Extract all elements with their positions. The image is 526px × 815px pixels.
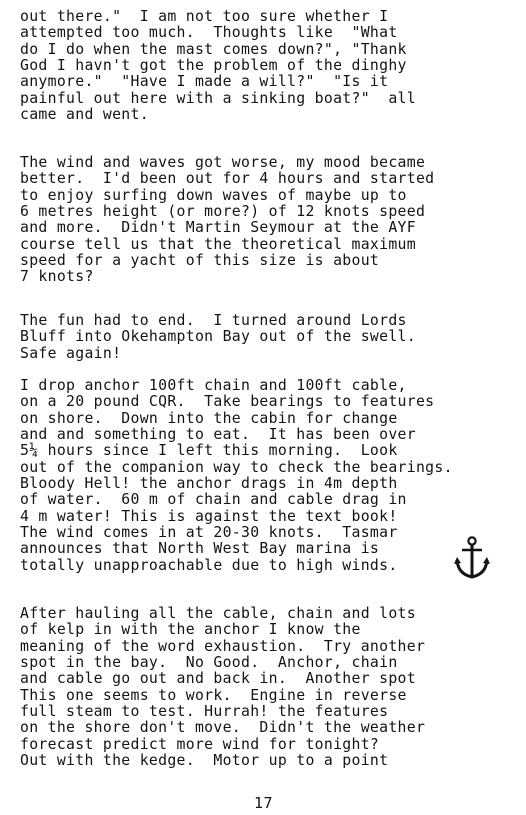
text-line: Out with the kedge. Motor up to a point — [20, 752, 389, 770]
text-line: do I do when the mast comes down?", "Thank — [20, 40, 407, 58]
text-line: speed for a yacht of this size is about — [20, 252, 380, 270]
text-line: of kelp in with the anchor I know the — [20, 621, 361, 639]
paragraph-2 — [20, 155, 434, 286]
text-line: I drop anchor 100ft chain and 100ft cable, — [20, 377, 407, 394]
text-line: on a 20 pound CQR. Take bearings to features — [20, 393, 435, 411]
page-number: 17 — [254, 794, 274, 812]
text-line: Bluff into Okehampton Bay out of the swell. — [20, 328, 416, 346]
text-line: meaning of the word exhaustion. Try another — [20, 637, 426, 655]
text-line: better. I'd been out for 4 hours and started — [20, 170, 435, 188]
text-line: forecast predict more wind for tonight? — [20, 735, 380, 753]
text-line: 7 knots? — [20, 268, 94, 286]
text-line: on the shore don't move. Didn't the weather — [20, 719, 426, 737]
text-line: announces that North West Bay marina is — [20, 540, 380, 558]
paragraph-3 — [20, 313, 416, 362]
text-line: The wind comes in at 20-30 knots. Tasmar — [20, 524, 398, 542]
text-line: This one seems to work. Engine in reverse — [20, 686, 407, 704]
text-line: 4 m water! This is against the text book! — [20, 507, 398, 525]
text-line: anymore." "Have I made a will?" "Is it — [20, 73, 389, 91]
paragraph-4 — [20, 378, 453, 574]
text-line: totally unapproachable due to high winds. — [20, 556, 398, 574]
text-line: came and went. — [20, 106, 149, 124]
text-line: of water. 60 m of chain and cable drag in — [20, 491, 407, 509]
text-line: on shore. Down into the cabin for change — [20, 409, 398, 427]
text-line: spot in the bay. No Good. Anchor, chain — [20, 654, 398, 672]
text-line: 6 metres height (or more?) of 12 knots speed — [20, 203, 426, 221]
text-line: attempted too much. Thoughts like "What — [20, 24, 398, 42]
text-line: 5¼ hours since I left this morning. Look — [20, 442, 398, 460]
text-line: to enjoy surfing down waves of maybe up to — [20, 186, 407, 204]
text-line: The fun had to end. I turned around Lords — [20, 312, 407, 329]
text-line: God I havn't got the problem of the dinghy — [20, 57, 407, 75]
paragraph-5 — [20, 606, 425, 769]
paragraph-1 — [20, 9, 416, 123]
text-line: out there." I am not too sure whether I — [20, 8, 389, 25]
anchor-icon — [454, 536, 490, 582]
text-line: out of the companion way to check the bearings. — [20, 458, 453, 476]
text-line: and and something to eat. It has been over — [20, 426, 416, 444]
text-line: and more. Didn't Martin Seymour at the AYF — [20, 219, 416, 237]
text-line: Safe again! — [20, 344, 122, 362]
text-line: full steam to test. Hurrah! the features — [20, 703, 389, 721]
text-line: painful out here with a sinking boat?" all — [20, 89, 416, 107]
text-line: course tell us that the theoretical maximum — [20, 235, 416, 253]
text-line: The wind and waves got worse, my mood became — [20, 154, 426, 171]
text-line: After hauling all the cable, chain and lots — [20, 605, 416, 622]
text-line: and cable go out and back in. Another spot — [20, 670, 416, 688]
text-line: Bloody Hell! the anchor drags in 4m depth — [20, 475, 398, 493]
